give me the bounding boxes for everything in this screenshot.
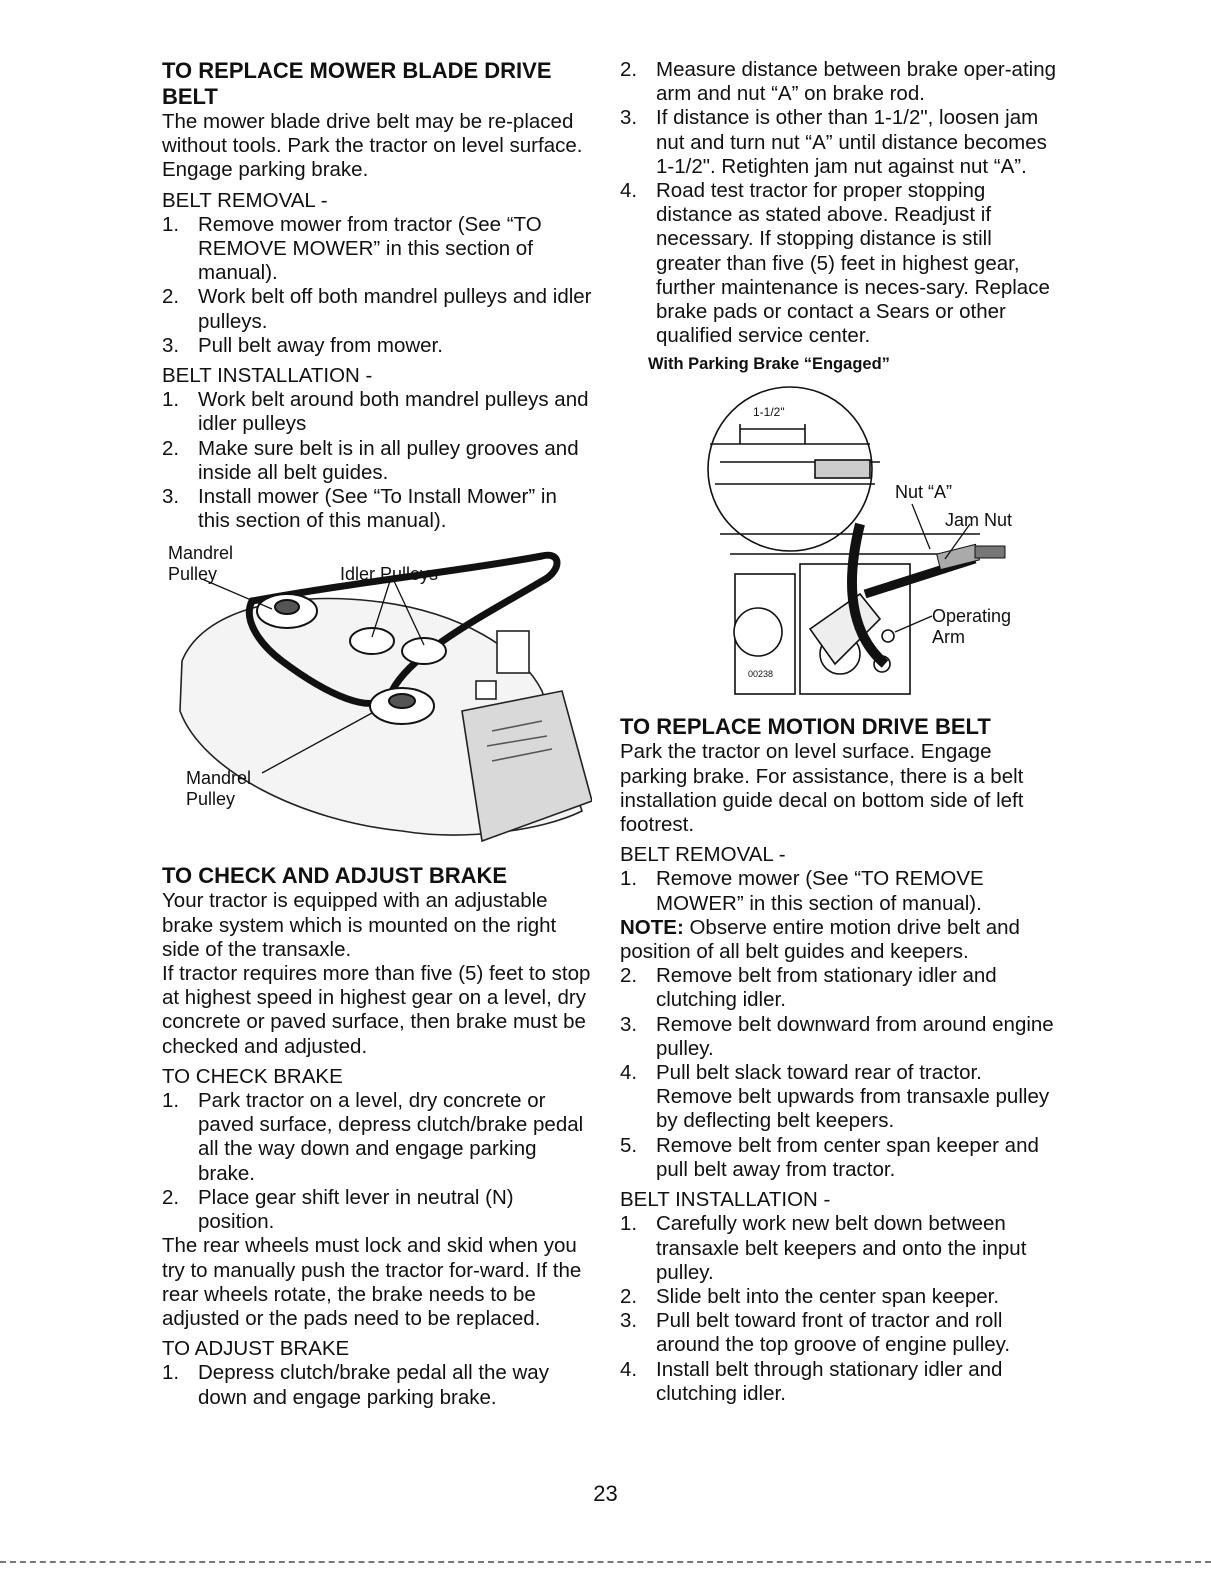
list-item: 1. Carefully work new belt down between transaxle belt keepers and onto the input pulley. xyxy=(620,1212,1027,1284)
label-jam-nut: Jam Nut xyxy=(945,510,1013,531)
list-item: 1. Park tractor on a level, dry concrete or paved surface, depress clutch/brake pedal all the way down and engage parking brake. xyxy=(162,1089,584,1185)
list-item: 4. Road test tractor for proper stopping distance as stated above. Readjust if necessary. If stopping distance is still greater than five (5) feet in highest gear, further maintenance is neces-sary. Replace brake pads or contact a Sears or other qualified service center. xyxy=(620,179,1050,348)
list-item: 3. Pull belt away from mower. xyxy=(162,333,443,357)
belt-installation-title: BELT INSTALLATION - xyxy=(162,364,373,388)
list-item: 3. Remove belt downward from around engine pulley. xyxy=(620,1012,1054,1060)
motion-belt-removal-title: BELT REMOVAL - xyxy=(620,843,786,867)
adjust-brake-steps-continued xyxy=(620,58,1060,348)
section-heading-brake: TO CHECK AND ADJUST BRAKE xyxy=(162,863,508,889)
brake-para-1: Your tractor is equipped with an adjustable brake system which is mounted on the right side of the transaxle. xyxy=(162,889,557,961)
section-heading-mower-belt xyxy=(162,58,592,110)
list-item: 2. Slide belt into the center span keeper. xyxy=(620,1284,1000,1308)
list-item: 1. Depress clutch/brake pedal all the way down and engage parking brake. xyxy=(162,1361,549,1409)
list-item: 2. Place gear shift lever in neutral (N) position. xyxy=(162,1185,514,1234)
belt-installation-steps xyxy=(162,388,592,533)
belt-removal-title: BELT REMOVAL - xyxy=(162,188,328,212)
label-nut-a: Nut “A” xyxy=(895,482,953,503)
list-item: 2. Remove belt from stationary idler and clutching idler. xyxy=(620,964,997,1012)
bottom-divider xyxy=(0,1561,1211,1563)
brake-illustration xyxy=(620,374,1060,714)
label-mandrel-pulley-top: Mandrel Pulley xyxy=(168,543,234,585)
list-item: 1. Remove mower (See “TO REMOVE MOWER” in this section of manual). xyxy=(620,867,984,915)
note-text: Observe entire motion drive belt and position of all belt guides and keepers. xyxy=(620,915,1020,964)
right-column xyxy=(620,58,1060,1406)
list-item: 2. Work belt off both mandrel pulleys and idler pulleys. xyxy=(162,285,592,333)
list-item: 4. Pull belt slack toward rear of tractor. Remove belt upwards from transaxle pulley by deflecting belt keepers. xyxy=(620,1061,1050,1133)
list-item: 4. Install belt through stationary idler and clutching idler. xyxy=(620,1357,1003,1405)
dimension-label: 1-1/2" xyxy=(753,405,785,420)
motion-belt-removal-step-1 xyxy=(620,867,1060,915)
list-item: 5. Remove belt from center span keeper and pull belt away from tractor. xyxy=(620,1133,1039,1181)
section-heading-motion-belt: TO REPLACE MOTION DRIVE BELT xyxy=(620,714,991,740)
motion-belt-install-steps xyxy=(620,1212,1060,1406)
mower-belt-intro: The mower blade drive belt may be re-placed without tools. Park the tractor on level surface. Engage parking brake. xyxy=(162,110,583,182)
list-item: 2. Measure distance between brake oper-ating arm and nut “A” on brake rod. xyxy=(620,58,1056,106)
note-label: NOTE: xyxy=(620,915,684,939)
figure-code: 00238 xyxy=(748,669,774,680)
motion-belt-removal-steps xyxy=(620,964,1060,1182)
list-item: 1. Work belt around both mandrel pulleys and idler pulleys xyxy=(162,388,589,436)
brake-figure xyxy=(620,374,1060,714)
motion-belt-intro: Park the tractor on level surface. Engage parking brake. For assistance, there is a belt installation guide decal on bottom side of left footrest. xyxy=(620,740,1024,837)
label-operating-arm: Operating Arm xyxy=(932,606,1012,648)
list-item: 1. Remove mower from tractor (See “TO REMOVE MOWER” in this section of manual). xyxy=(162,212,542,285)
list-item: 3. Pull belt toward front of tractor and roll around the top groove of engine pulley. xyxy=(620,1309,1011,1357)
check-brake-steps xyxy=(162,1089,592,1234)
heading-line-1: TO REPLACE MOWER BLADE DRIVE xyxy=(162,58,552,83)
left-column xyxy=(162,58,592,1410)
label-mandrel-pulley-bottom: Mandrel Pulley xyxy=(186,768,252,810)
check-brake-title: TO CHECK BRAKE xyxy=(162,1064,343,1088)
list-item: 2. Make sure belt is in all pulley grooves and inside all belt guides. xyxy=(162,436,579,484)
page-number: 23 xyxy=(593,1481,618,1506)
motion-belt-install-title: BELT INSTALLATION - xyxy=(620,1188,831,1212)
brake-para-3: The rear wheels must lock and skid when you try to manually push the tractor for-ward. If the rear wheels rotate, the brake needs to be adjusted or the pads need to be replaced. xyxy=(162,1234,582,1330)
adjust-brake-steps xyxy=(162,1361,592,1409)
note xyxy=(620,916,1060,964)
list-item: 3. If distance is other than 1-1/2", loosen jam nut and turn nut “A” until distance becomes 1-1/2". Retighten jam nut against nut “A”. xyxy=(620,106,1047,178)
label-idler-pulleys: Idler Pulleys xyxy=(340,564,439,585)
brake-figure-caption: With Parking Brake “Engaged” xyxy=(648,355,890,374)
brake-para-2: If tractor requires more than five (5) feet to stop at highest speed in highest gear on a level, dry concrete or paved surface, then brake must be checked and adjusted. xyxy=(162,962,591,1058)
belt-removal-steps xyxy=(162,213,592,358)
mower-deck-figure xyxy=(162,541,592,851)
list-item: 3. Install mower (See “To Install Mower” in this section of this manual). xyxy=(162,485,557,533)
heading-line-2: BELT xyxy=(162,84,218,109)
adjust-brake-title: TO ADJUST BRAKE xyxy=(162,1337,350,1361)
